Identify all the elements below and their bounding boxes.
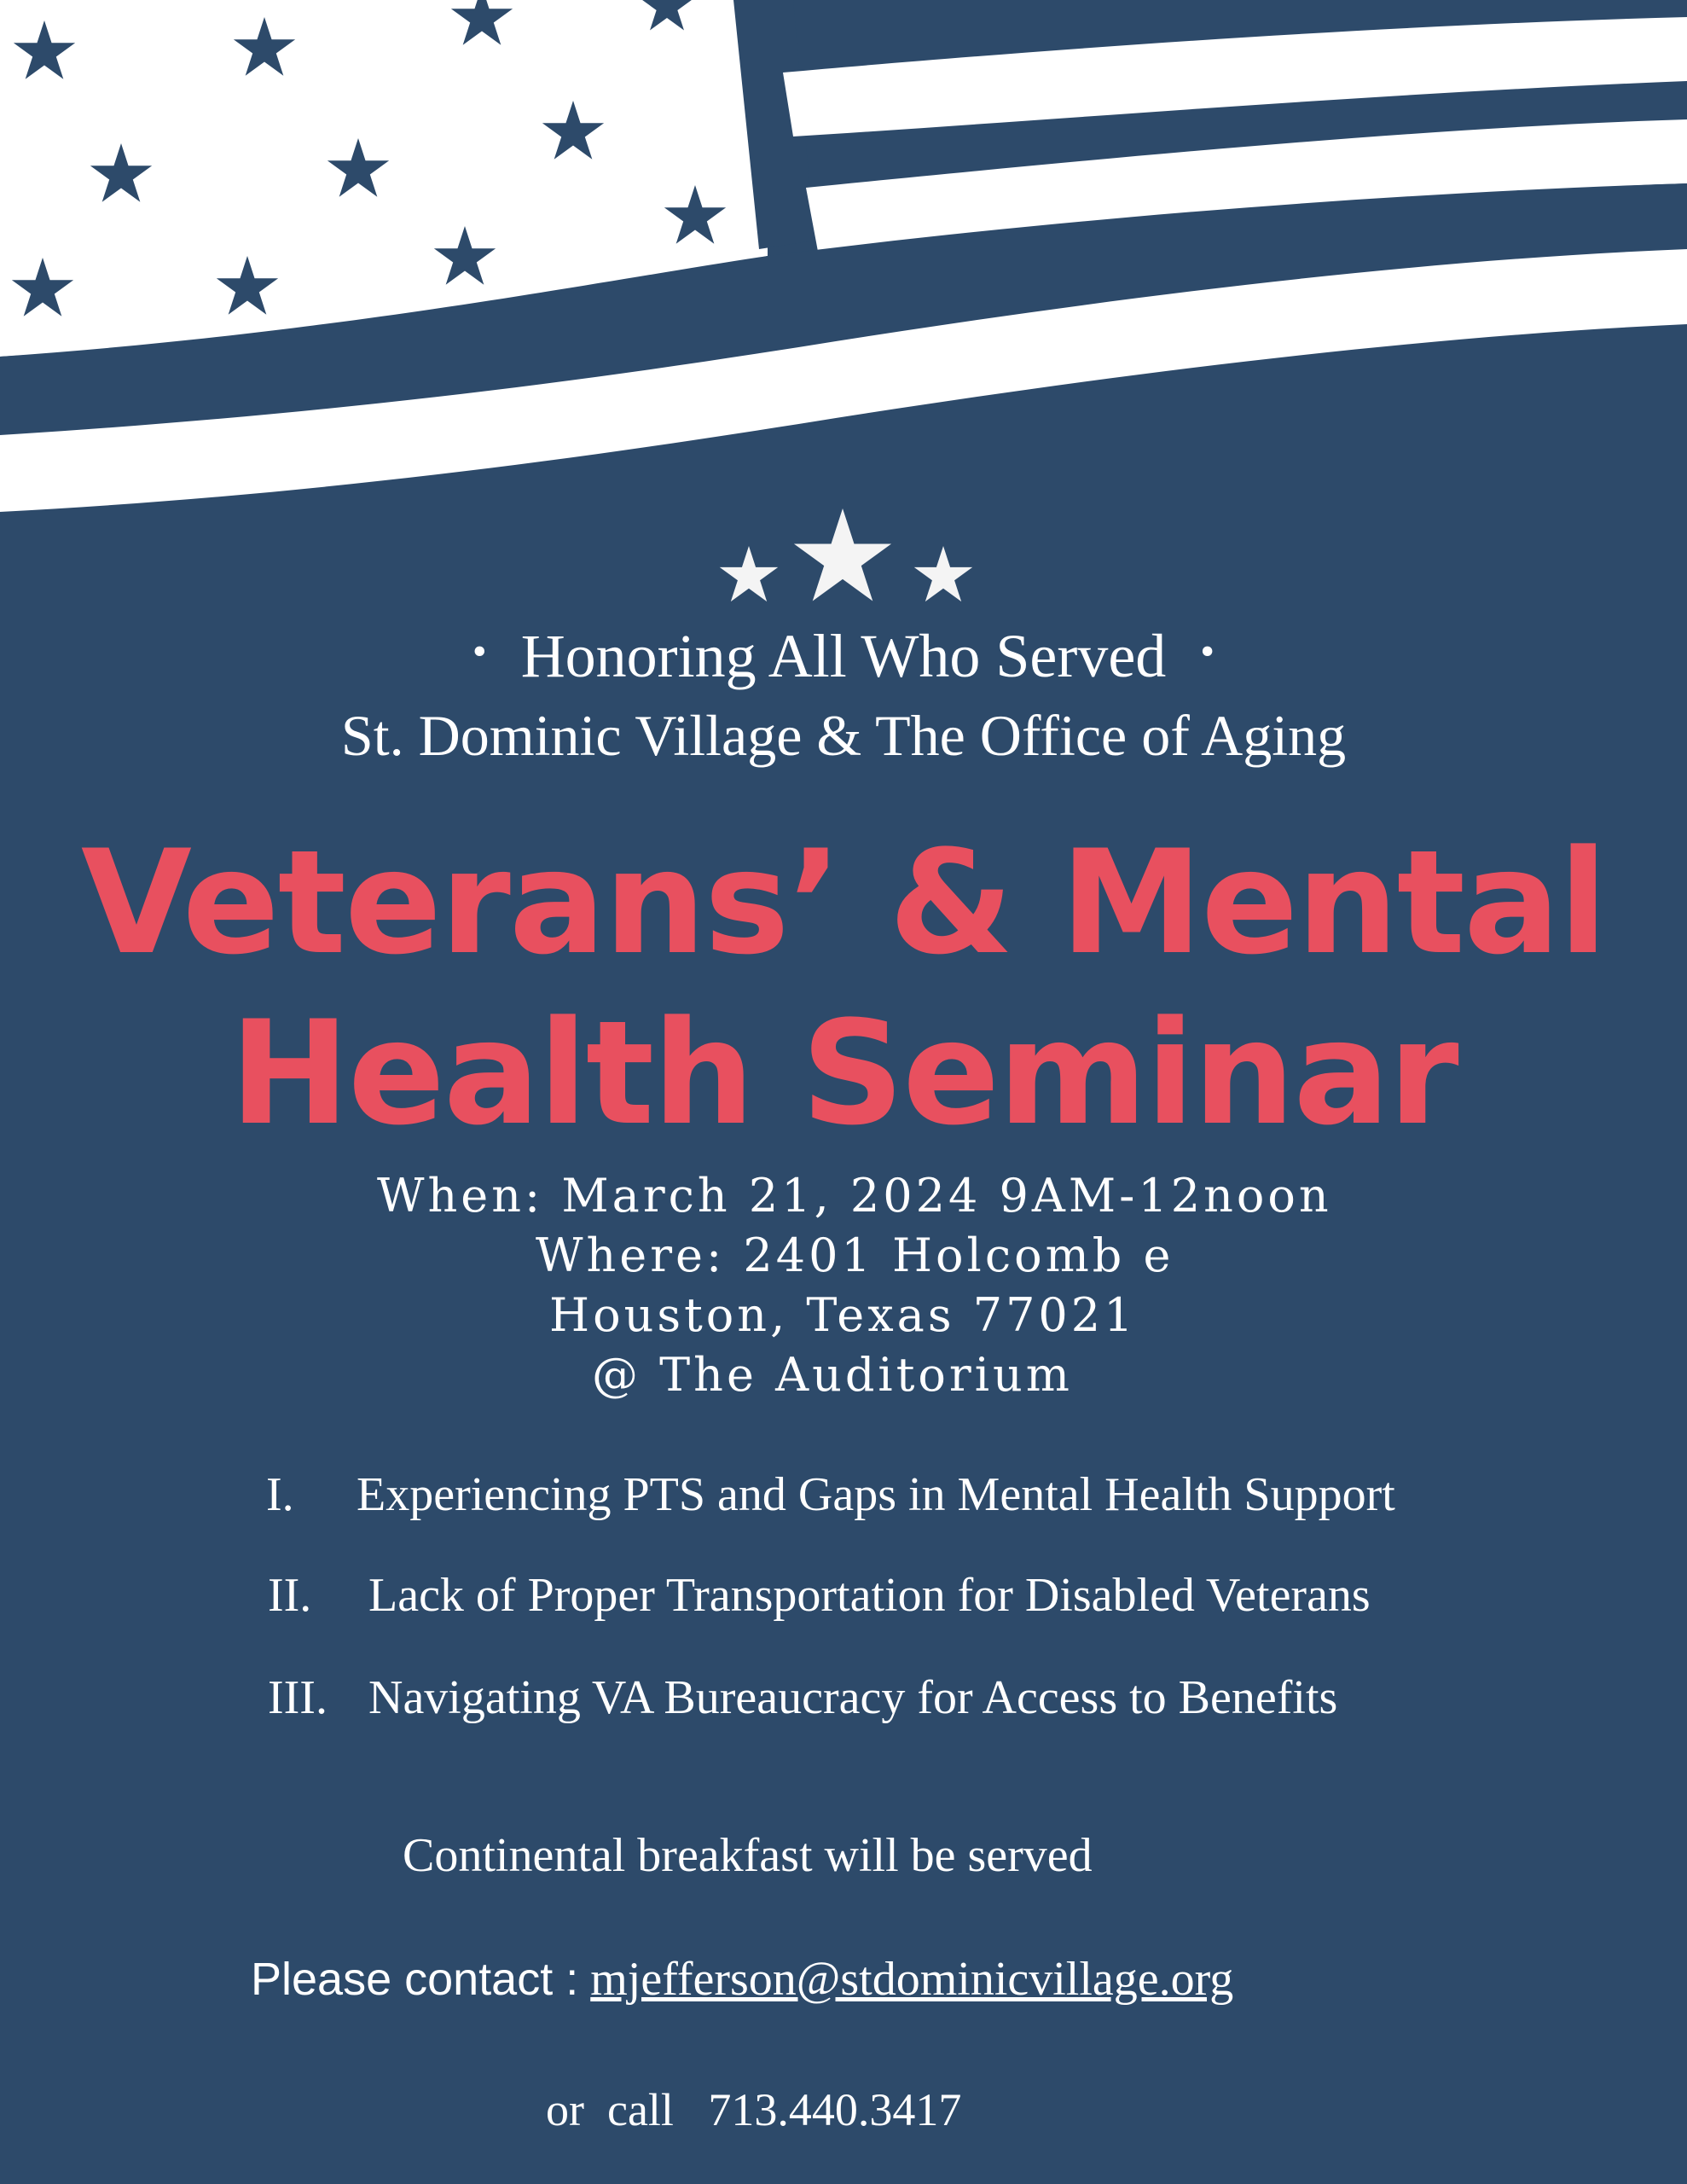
topic-number: II. — [268, 1569, 312, 1622]
topic-text: Experiencing PTS and Gaps in Mental Health Support — [357, 1468, 1395, 1521]
event-venue: @ The Auditorium — [592, 1348, 1073, 1402]
event-city: Houston, Texas 77021 — [549, 1288, 1137, 1342]
tagline — [0, 621, 1687, 692]
event-where: Where: 2401 Holcomb e — [536, 1228, 1174, 1282]
breakfast-note: Continental breakfast will be served — [403, 1829, 1093, 1882]
bullet-icon: • — [1200, 629, 1215, 674]
seminar-title-line-2: Health Seminar — [229, 990, 1458, 1157]
three-stars-icon — [708, 503, 981, 614]
organizer-subtitle: St. Dominic Village & The Office of Aging — [340, 703, 1347, 768]
event-when: When: March 21, 2024 9AM-12noon — [377, 1169, 1332, 1223]
topic-text: Navigating VA Bureaucracy for Access to Benefits — [368, 1671, 1338, 1724]
contact-phone: or call 713.440.3417 — [546, 2084, 962, 2135]
topic-text: Lack of Proper Transportation for Disabled Veterans — [368, 1569, 1371, 1622]
bullet-icon: • — [472, 629, 487, 674]
tagline-text: Honoring All Who Served — [520, 622, 1167, 690]
contact-email-link[interactable]: mjefferson@stdominicvillage.org — [590, 1953, 1234, 2006]
contact-label: Please contact : — [251, 1954, 579, 2005]
seminar-title-line-1: Veterans’ & Mental — [80, 819, 1607, 986]
contact-line — [251, 1952, 1233, 2007]
topic-number: III. — [268, 1671, 328, 1724]
topic-number: I. — [266, 1468, 294, 1521]
